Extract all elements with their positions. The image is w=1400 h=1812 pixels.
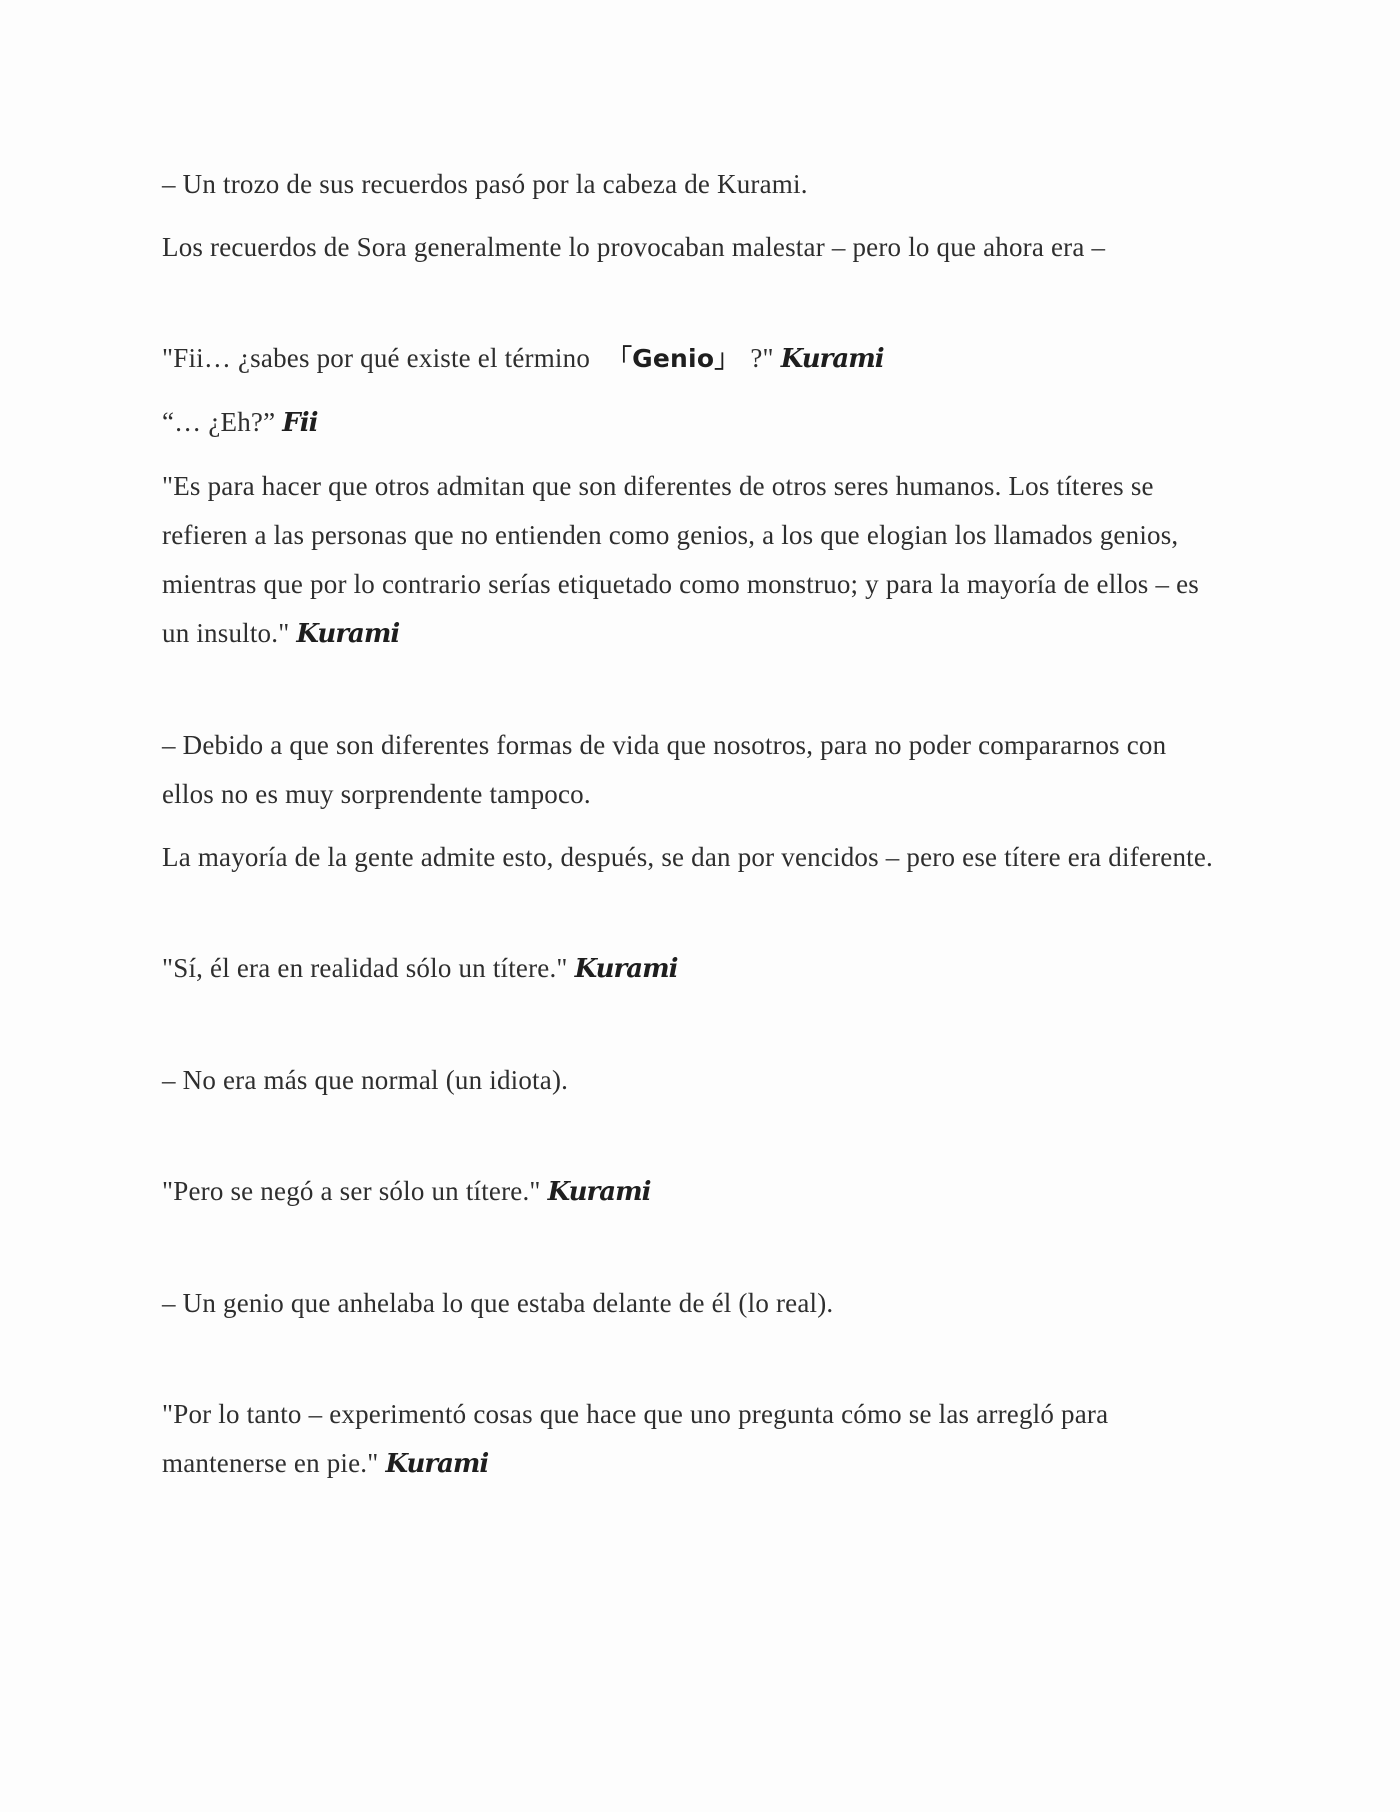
- paragraph-text: – Un trozo de sus recuerdos pasó por la cabeza de Kurami.: [162, 169, 808, 199]
- dialogue-text: "Pero se negó a ser sólo un títere.": [162, 1176, 541, 1206]
- dialogue-text: “… ¿Eh?”: [162, 407, 276, 437]
- dialogue-paragraph: [162, 1390, 1222, 1489]
- narration-paragraph: [162, 721, 1222, 819]
- dialogue-paragraph: [162, 944, 1222, 994]
- document-page: [162, 160, 1222, 1489]
- dialogue-text: "Sí, él era en realidad sólo un títere.": [162, 953, 568, 983]
- dialogue-paragraph: [162, 398, 1222, 448]
- speaker-tag: Fii: [282, 408, 318, 438]
- narration-paragraph: [162, 160, 1222, 209]
- dialogue-paragraph: [162, 334, 1222, 384]
- dialogue-text: "Por lo tanto – experimentó cosas que hace que uno pregunta cómo se las arregló para mantenerse en pie.": [162, 1399, 1109, 1478]
- paragraph-text: – Debido a que son diferentes formas de vida que nosotros, para no poder compararnos con ellos no es muy sorprendente tampoco.: [162, 730, 1167, 809]
- speaker-tag: Kurami: [547, 1177, 651, 1207]
- genio-term: 「Genio」: [606, 344, 740, 373]
- narration-paragraph: [162, 223, 1222, 272]
- paragraph-text: Los recuerdos de Sora generalmente lo provocaban malestar – pero lo que ahora era –: [162, 232, 1106, 262]
- dialogue-paragraph: [162, 462, 1222, 659]
- dialogue-text: "Es para hacer que otros admitan que son diferentes de otros seres humanos. Los títeres se refieren a las personas que no entienden como genios, a los que elogian los llamados genios, mientras que por lo contrario serías etiquetado como monstruo; y para la mayoría de ellos – es un insulto.": [162, 471, 1199, 648]
- speaker-tag: Kurami: [296, 619, 400, 649]
- speaker-tag: Kurami: [780, 344, 884, 374]
- dialogue-text-before: "Fii… ¿sabes por qué existe el término: [162, 343, 591, 373]
- narration-paragraph: [162, 1056, 1222, 1105]
- speaker-tag: Kurami: [385, 1449, 489, 1479]
- narration-paragraph: [162, 833, 1222, 882]
- dialogue-paragraph: [162, 1167, 1222, 1217]
- speaker-tag: Kurami: [574, 954, 678, 984]
- paragraph-text: – No era más que normal (un idiota).: [162, 1065, 569, 1095]
- dialogue-text-after: ?": [750, 343, 774, 373]
- paragraph-text: – Un genio que anhelaba lo que estaba delante de él (lo real).: [162, 1288, 834, 1318]
- paragraph-text: La mayoría de la gente admite esto, después, se dan por vencidos – pero ese títere era diferente.: [162, 842, 1213, 872]
- narration-paragraph: [162, 1279, 1222, 1328]
